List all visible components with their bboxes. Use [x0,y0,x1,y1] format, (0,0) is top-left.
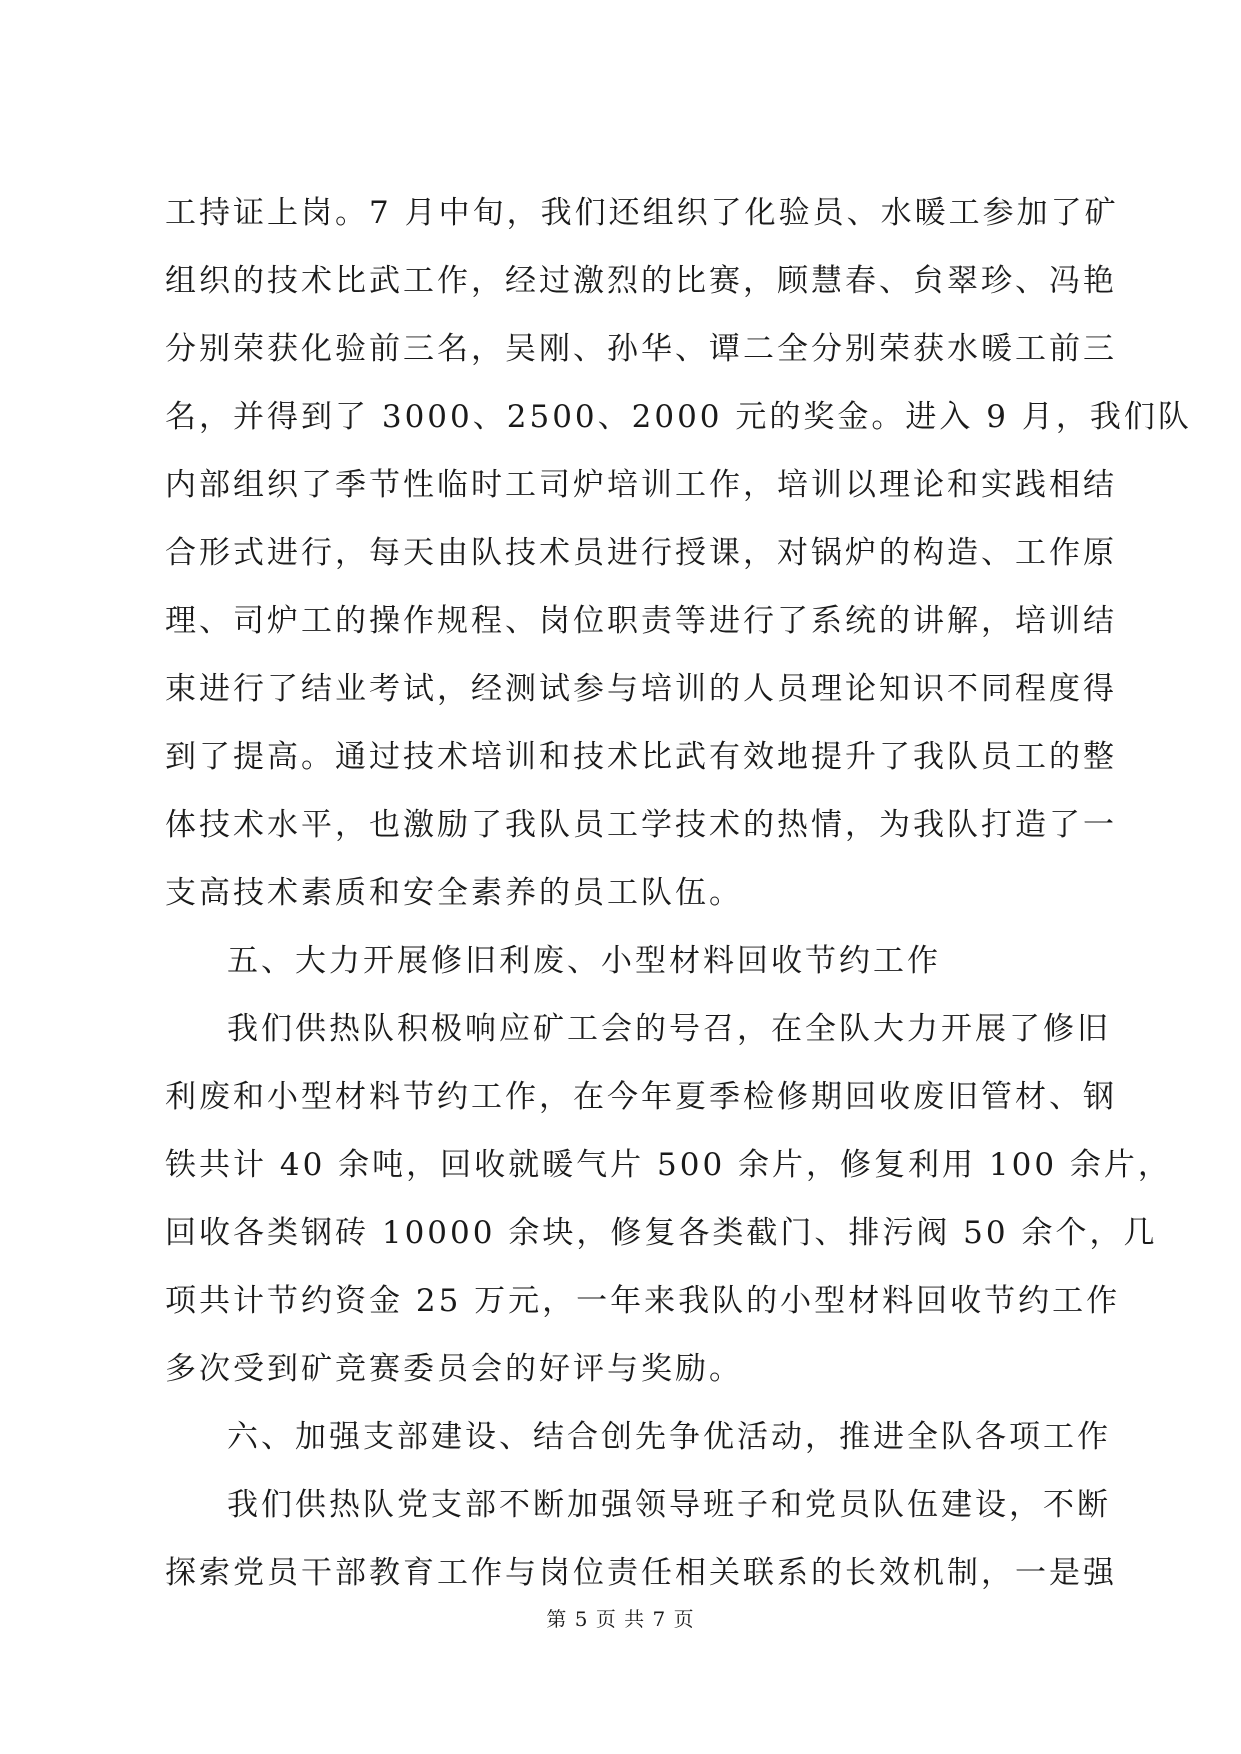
section-heading-6: 六、加强支部建设、结合创先争优活动，推进全队各项工作 [227,1419,1111,1455]
body-text-line: 回收各类钢砖 10000 余块，修复各类截门、排污阀 50 余个，几 [165,1215,1158,1251]
body-text-line: 利废和小型材料节约工作，在今年夏季检修期回收废旧管材、钢 [165,1079,1117,1115]
body-text-line: 项共计节约资金 25 万元，一年来我队的小型材料回收节约工作 [165,1283,1121,1319]
body-text-line: 支高技术素质和安全素养的员工队伍。 [165,875,743,911]
body-text-line: 铁共计 40 余吨，回收就暖气片 500 余片，修复利用 100 余片， [165,1147,1172,1183]
body-text-line: 工持证上岗。7 月中旬，我们还组织了化验员、水暖工参加了矿 [165,195,1119,231]
body-text-line: 分别荣获化验前三名，吴刚、孙华、谭二全分别荣获水暖工前三 [165,331,1117,367]
body-text-line: 理、司炉工的操作规程、岗位职责等进行了系统的讲解，培训结 [165,603,1117,639]
page-number-footer: 第 5 页 共 7 页 [546,1607,695,1631]
body-text-line: 组织的技术比武工作，经过激烈的比赛，顾慧春、贠翠珍、冯艳 [165,263,1117,299]
body-text-line: 名，并得到了 3000、2500、2000 元的奖金。进入 9 月，我们队 [165,399,1192,435]
body-text-line: 束进行了结业考试，经测试参与培训的人员理论知识不同程度得 [165,671,1117,707]
body-text-line: 探索党员干部教育工作与岗位责任相关联系的长效机制，一是强 [165,1555,1117,1591]
body-text-line: 内部组织了季节性临时工司炉培训工作，培训以理论和实践相结 [165,467,1117,503]
body-text-line: 多次受到矿竞赛委员会的好评与奖励。 [165,1351,743,1387]
body-text-line: 体技术水平，也激励了我队员工学技术的热情，为我队打造了一 [165,807,1117,843]
body-text-line: 合形式进行，每天由队技术员进行授课，对锅炉的构造、工作原 [165,535,1117,571]
section-heading-5: 五、大力开展修旧利废、小型材料回收节约工作 [227,943,941,979]
body-text-line: 到了提高。通过技术培训和技术比武有效地提升了我队员工的整 [165,739,1117,775]
body-text-line: 我们供热队党支部不断加强领导班子和党员队伍建设，不断 [227,1487,1111,1523]
body-text-line: 我们供热队积极响应矿工会的号召，在全队大力开展了修旧 [227,1011,1111,1047]
